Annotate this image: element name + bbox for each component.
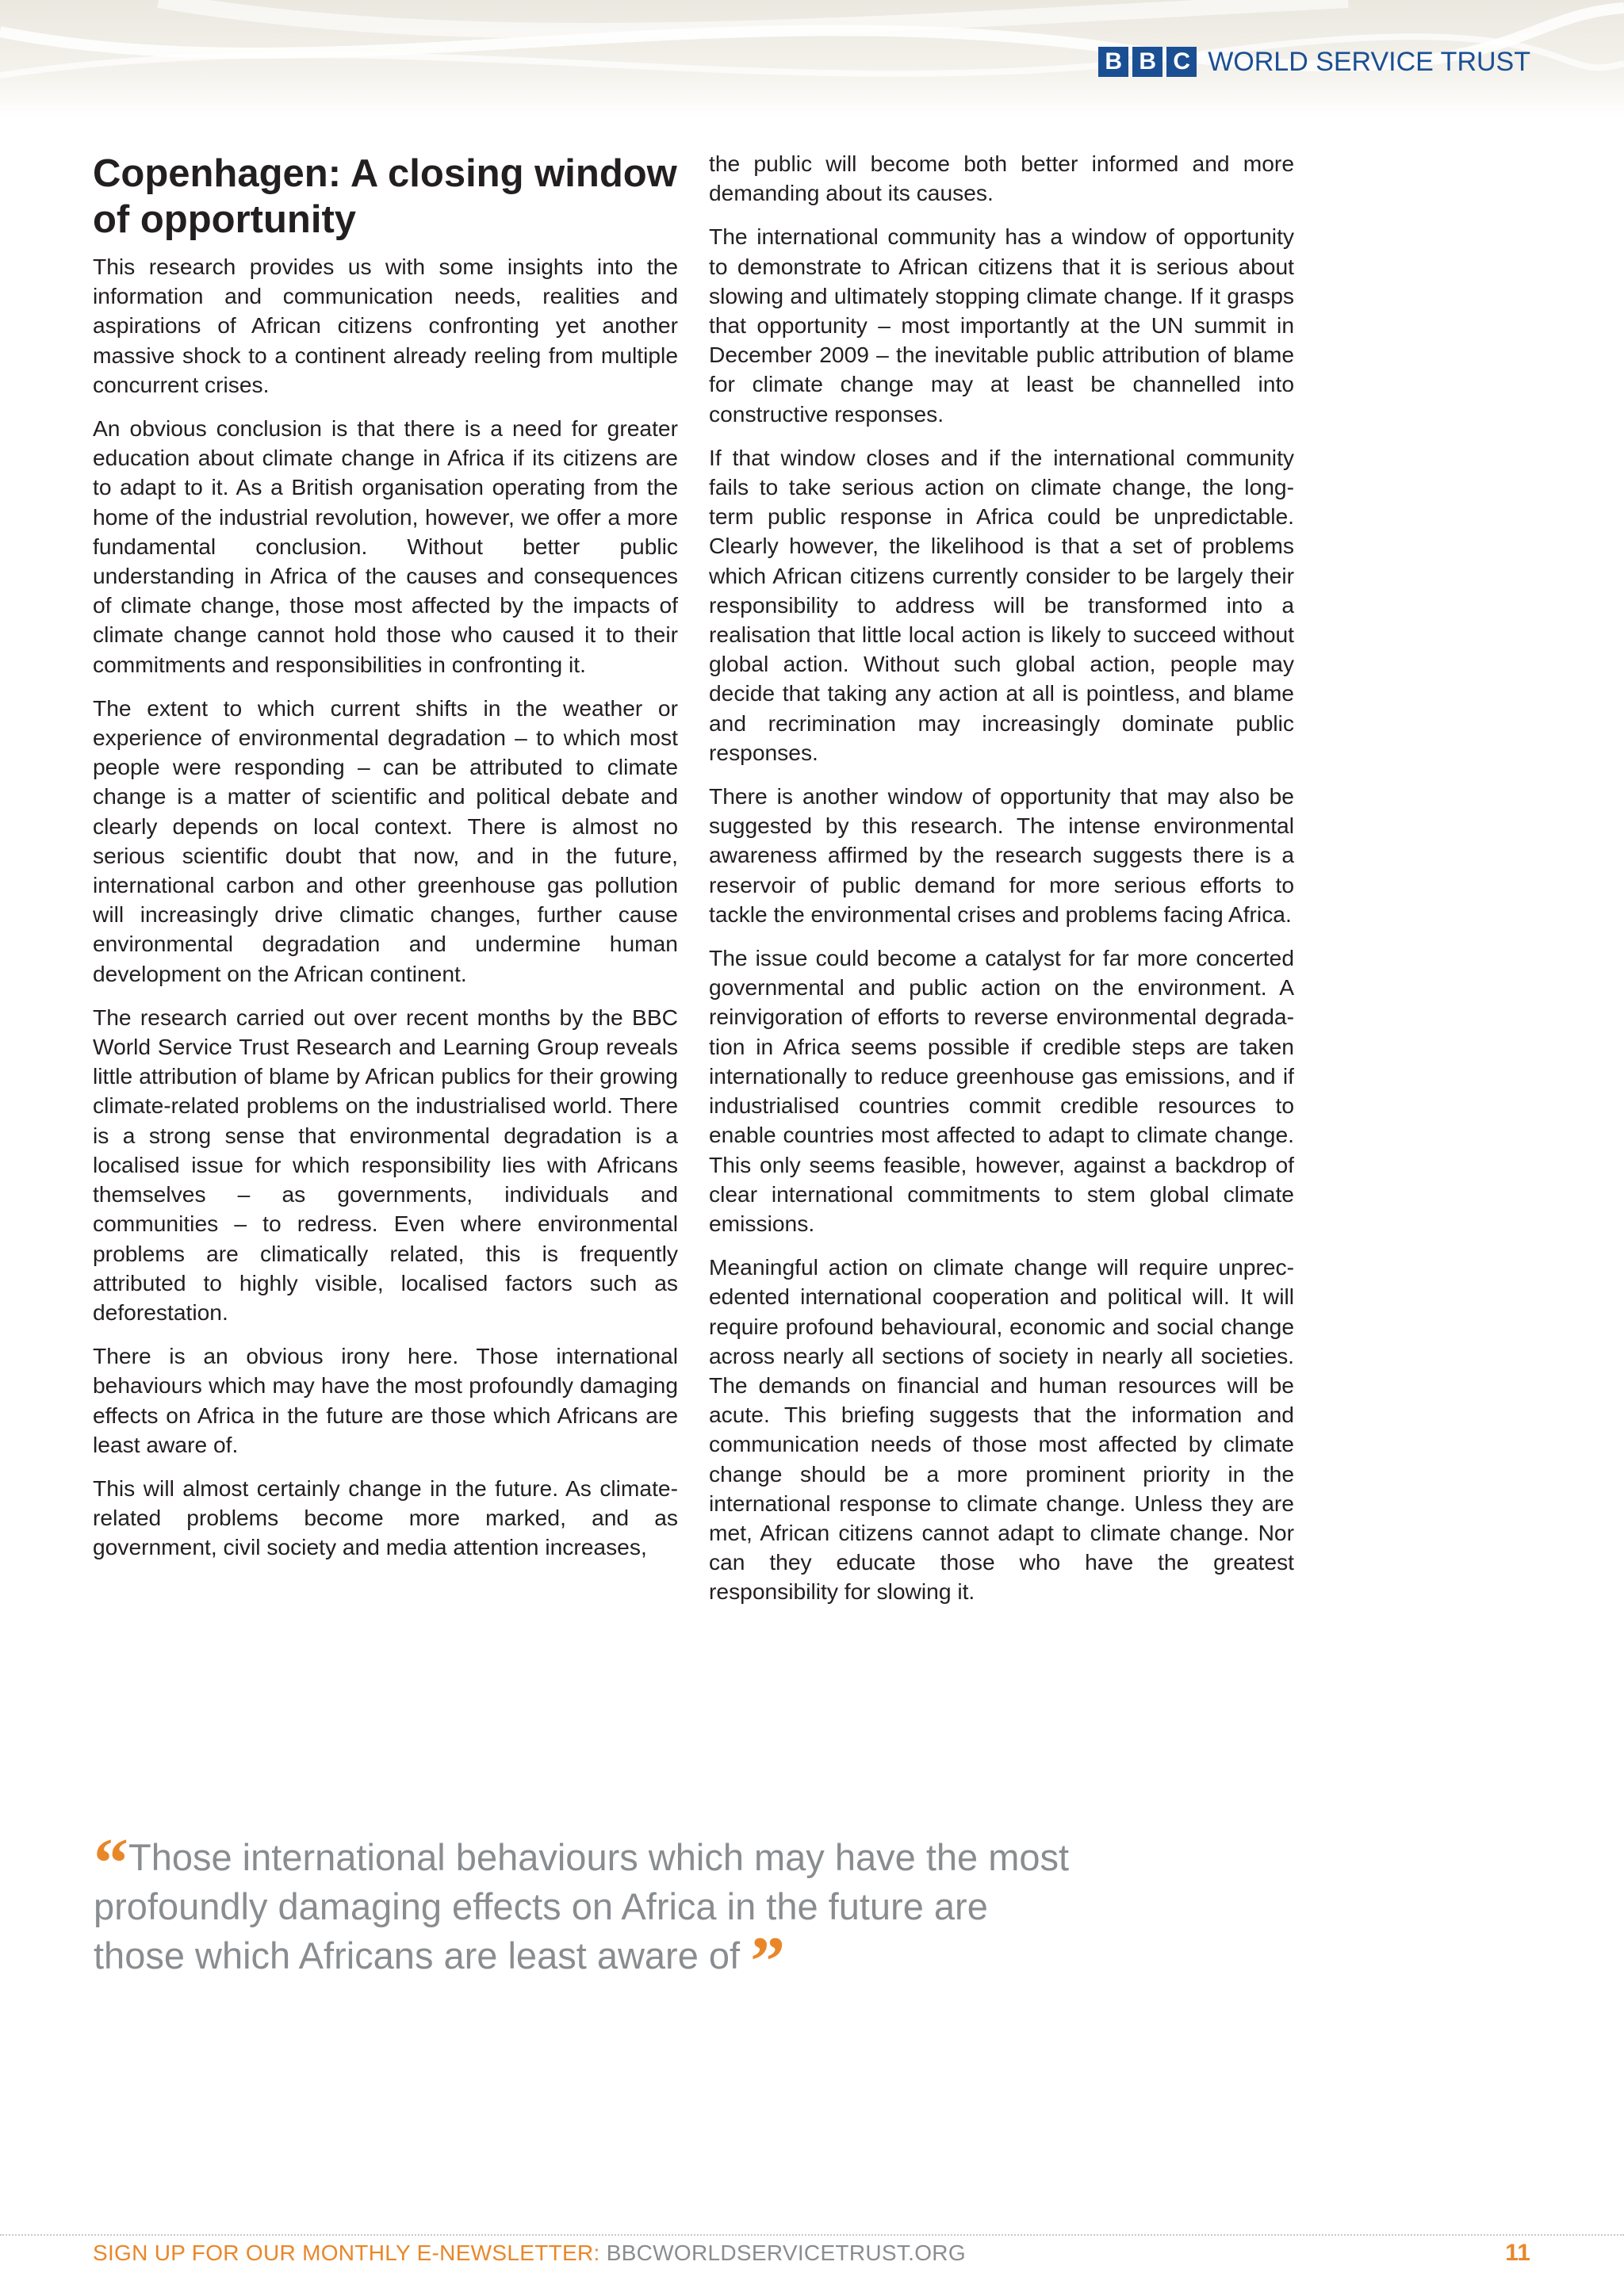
- bbc-brand: [1098, 46, 1530, 78]
- page-number: 11: [1505, 2240, 1530, 2266]
- bbc-logo-letter: B: [1098, 47, 1128, 77]
- paragraph: If that window closes and if the international community fails to take serious action on climate change, the long-term public response in Africa could be unpredictable. Clearly however, the likelihood is that a set of problems which African citizens currently consider to be largely their responsibility to address will be transformed into a realisation that little local action is likely to succeed without global action. Without such global action, people may decide that taking any action at all is pointless, and blame and recrimination may increasingly dominate public responses.: [709, 444, 1294, 765]
- paragraph: the public will become both better informed and more demanding about its causes.: [709, 151, 1294, 206]
- paragraph: There is another window of opportunity that may also be suggested by this research. The intense environmental awareness affirmed by the research suggests there is a reservoir of public demand for more serious efforts to tackle the environmental crises and problems facing Africa.: [709, 783, 1294, 927]
- paragraph: The issue could become a catalyst for far more concerted governmental and public action on the environment. A reinvigoration of efforts to reverse environmental degradation in Africa seems possible if credible steps are taken internationally to reduce greenhouse gas emissions, and if industrialised countries commit credible resources to enable countries most affected to adapt to climate change. This only seems feasible, however, against a backdrop of clear international commitments to stem global climate emissions.: [709, 945, 1294, 1236]
- bbc-logo-letter: C: [1166, 47, 1197, 77]
- header-band: [0, 0, 1624, 119]
- page-title: Copenhagen: A closing window of opportunity: [93, 152, 677, 241]
- footer-divider: [0, 2234, 1624, 2236]
- newsletter-signup: [93, 2241, 966, 2266]
- close-quote-icon: ”: [750, 1923, 786, 2000]
- paragraph: The research carried out over recent months by the BBC World Service Trust Research and Learning Group reveals little attribution of blame by African publics for their growing climate-related problems on the industrialised world. There is a strong sense that environmental degradation is a localised issue for which responsibility lies with Africans themselves – as governments, individuals and communities – to redress. Even where environmental problems are climatically related, this is frequently attributed to highly visible, localised factors such as deforestation.: [93, 1004, 678, 1325]
- pull-quote: [94, 1825, 1077, 2000]
- paragraph: The extent to which current shifts in the weather or experience of environmental degradation – to which most people were responding – can be attributed to climate change is a matter of scientific and political debate and clearly depends on local context. There is almost no serious scientific doubt that now, and in the future, international carbon and other greenhouse gas pollution will increasingly drive climatic changes, further cause environmental degradation and undermine human development on the African continent.: [93, 695, 678, 986]
- pull-quote-text: Those international behaviours which may have the most profoundly damaging effects on Africa in the future are those which Africans are least aware of: [94, 1836, 1070, 1976]
- bbc-logo: [1098, 47, 1197, 77]
- paragraph: This will almost certainly change in the future. As climate-related problems become more marked, and as government, civil society and media attention increases,: [93, 1475, 678, 1560]
- paragraph: This research provides us with some insights into the information and communication needs, realities and aspirations of African citizens confronting yet another massive shock to a continent already reeling from multiple concurrent crises.: [93, 254, 678, 397]
- paragraph: There is an obvious irony here. Those international behaviours which may have the most profoundly damaging effects on Africa in the future are those which Africans are least aware of.: [93, 1343, 678, 1457]
- paragraph: Meaningful action on climate change will require unprecedented international cooperation and political will. It will require profound behavioural, economic and social change across nearly all sections of society in nearly all societies. The demands on financial and human resources will be acute. This briefing suggests that the information and communication needs of those most affected by climate change should be a more prominent priority in the international response to climate change. Unless they are met, African citizens cannot adapt to climate change. Nor can they educate those who have the greatest responsibility for slowing it.: [709, 1254, 1294, 1605]
- left-column: [93, 151, 678, 1577]
- paragraph: An obvious conclusion is that there is a need for greater education about climate change in Africa if its citizens are to adapt to it. As a British organisation operating from the home of the industrial revolution, however, we offer a more fundamental conclusion. Without better public understanding in Africa of the causes and consequences of climate change, those most affected by the impacts of climate change cannot hold those who caused it to their commitments and responsibilities in confronting it.: [93, 415, 678, 677]
- footer: [93, 2237, 1530, 2269]
- signup-label: SIGN UP FOR OUR MONTHLY E-NEWSLETTER:: [93, 2241, 600, 2265]
- right-column: [709, 149, 1294, 1621]
- bbc-logo-letter: B: [1132, 47, 1162, 77]
- paragraph: The international community has a window of opportunity to demonstrate to African citizens that it is serious about slowing and ultimately stopping climate change. If it grasps that opportunity – most importantly at the UN summit in December 2009 – the inevitable public attribution of blame for climate change may at least be channelled into constructive responses.: [709, 224, 1294, 427]
- newsletter-link[interactable]: BBCWORLDSERVICETRUST.ORG: [606, 2241, 966, 2265]
- open-quote-icon: “: [94, 1825, 128, 1902]
- brand-text: WORLD SERVICE TRUST: [1208, 46, 1530, 77]
